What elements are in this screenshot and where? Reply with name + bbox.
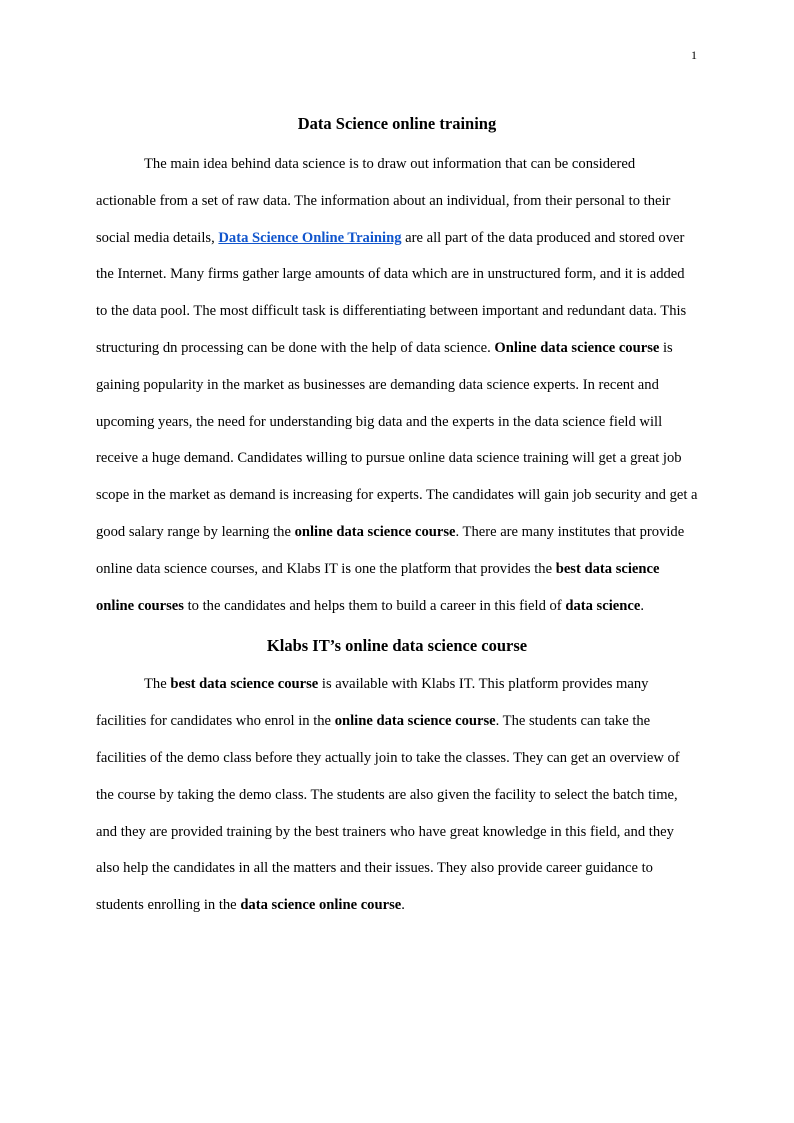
text-run: is gaining popularity in the market as businesses are demanding data science experts. In recent and upcoming years, the need for understanding big data and the experts in the data science field will receive a huge demand. Candidates willing to pursue online data science training will get a great job scope in the market as demand is increasing for experts. The candidates will gain job security and get a good salary range by learning the xyxy=(96,339,698,540)
paragraph-data-science-intro xyxy=(96,146,698,624)
data-science-online-training-link[interactable]: Data Science Online Training xyxy=(218,229,402,246)
section-heading-klabs-course: Klabs IT’s online data science course xyxy=(266,636,528,656)
document-body xyxy=(96,112,698,924)
bold-phrase: best data science course xyxy=(170,676,319,693)
bold-phrase: online data science course xyxy=(294,523,456,540)
bold-phrase: Online data science course xyxy=(494,339,660,356)
page-number: 1 xyxy=(691,48,697,62)
text-run: to the candidates and helps them to build a career in this field of xyxy=(183,597,566,614)
text-run: . xyxy=(640,597,644,614)
bold-phrase: data science xyxy=(565,597,641,614)
bold-phrase: data science online course xyxy=(240,897,402,914)
text-run: are all part of the data produced and stored over the Internet. Many firms gather large amounts of data which are in unstructured form, and it is added to the data pool. The most difficult task is differentiating between important and redundant data. This structuring dn processing can be done with the help of data science. xyxy=(96,229,687,356)
paragraph-klabs-course xyxy=(96,666,698,924)
bold-phrase: online data science course xyxy=(334,713,496,730)
bold-phrase: best data science online courses xyxy=(96,560,660,614)
text-run: The main idea behind data science is to draw out information that can be considered actionable from a set of raw data. The information about an individual, from their personal to their social media details, xyxy=(96,156,671,246)
text-run: The xyxy=(144,676,171,693)
text-run: . xyxy=(401,897,405,914)
text-run: is available with Klabs IT. This platform provides many facilities for candidates who enrol in the xyxy=(96,676,649,730)
text-run: . There are many institutes that provide online data science courses, and Klabs IT is one the platform that provides the xyxy=(96,523,685,577)
text-run: . The students can take the facilities of the demo class before they actually join to take the classes. They can get an overview of the course by taking the demo class. The students are also given the facility to select the batch time, and they are provided training by the best trainers who have great knowledge in this field, and they also help the candidates in all the matters and their issues. They also provide career guidance to students enrolling in the xyxy=(96,713,680,914)
section-heading-data-science-training: Data Science online training xyxy=(297,114,497,133)
